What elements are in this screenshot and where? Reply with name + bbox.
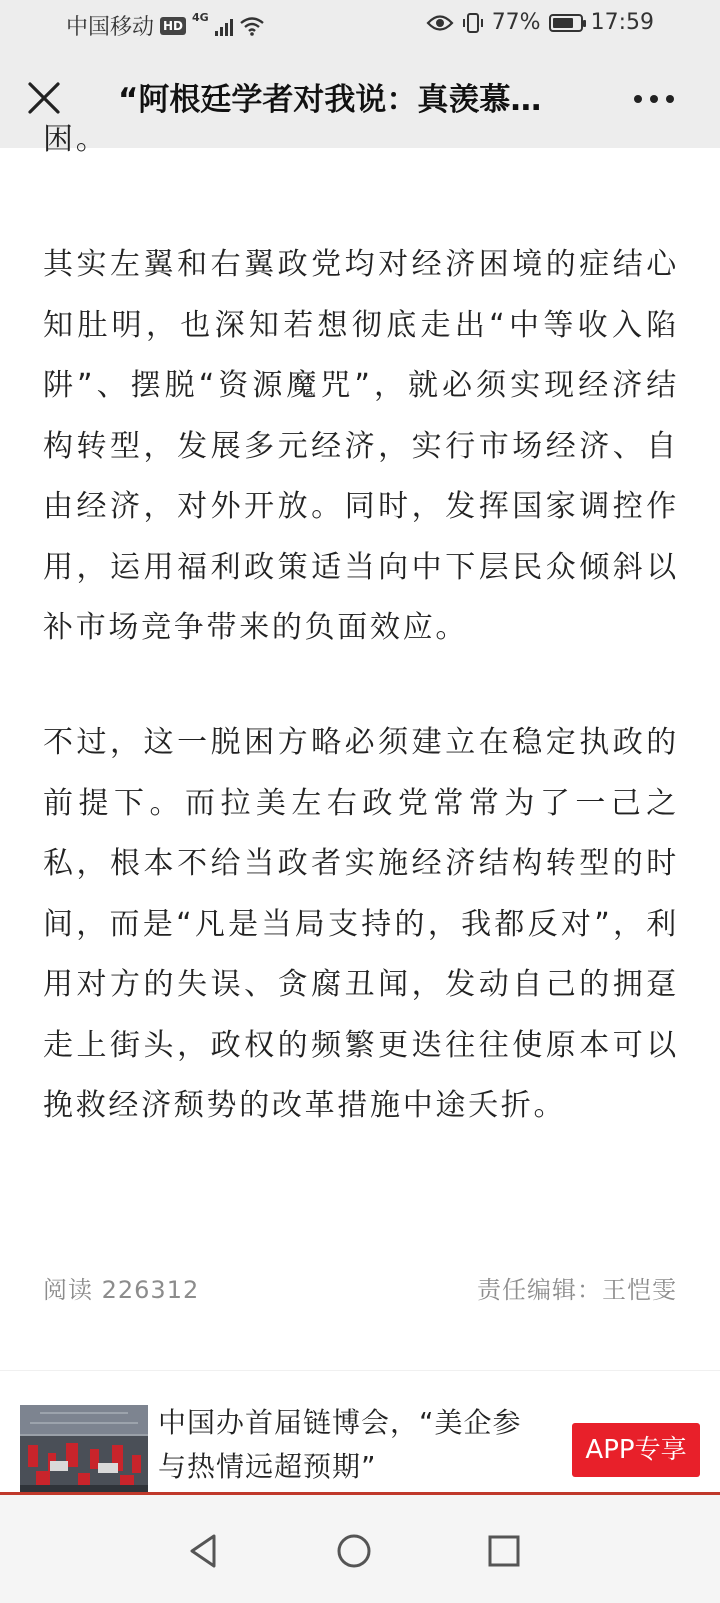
battery-icon xyxy=(549,14,583,32)
battery-percent: 77% xyxy=(491,10,541,35)
promo-banner[interactable] xyxy=(0,1370,720,1493)
vibrate-icon xyxy=(462,12,484,34)
carrier-label: 中国移动 xyxy=(66,15,155,40)
eye-icon xyxy=(426,14,454,32)
back-icon xyxy=(182,1529,226,1573)
promo-headline[interactable]: 中国办首届链博会，“美企参与热情远超预期” xyxy=(158,1406,522,1483)
article-paragraph-fragment: 困。 xyxy=(43,122,109,157)
status-left xyxy=(66,10,265,41)
app-exclusive-button[interactable]: APP专享 xyxy=(572,1423,700,1477)
hd-badge: HD xyxy=(160,17,186,35)
recents-icon xyxy=(482,1529,526,1573)
system-nav-bar xyxy=(0,1492,720,1603)
signal-icon xyxy=(215,16,233,36)
network-label: 4G xyxy=(192,11,209,24)
status-right xyxy=(426,10,654,35)
home-icon xyxy=(332,1529,376,1573)
home-button[interactable] xyxy=(332,1529,376,1573)
wifi-icon xyxy=(239,16,265,36)
promo-thumbnail[interactable] xyxy=(20,1405,148,1495)
battery-fill xyxy=(553,18,573,28)
read-count: 阅读 226312 xyxy=(43,1276,200,1304)
clock: 17:59 xyxy=(590,10,654,35)
back-button[interactable] xyxy=(182,1529,226,1573)
factory-image xyxy=(20,1405,148,1495)
article-paragraph: 其实左翼和右翼政党均对经济困境的症结心知肚明，也深知若想彻底走出“中等收入陷阱”、摆脱“资源魔咒”，就必须实现经济结构转型，发展多元经济，实行市场经济、自由经济，对外开放。同时，发挥国家调控作用，运用福利政策适当向中下层民众倾斜以补市场竞争带来的负面效应。 xyxy=(43,247,679,645)
article-paragraph: 不过，这一脱困方略必须建立在稳定执政的前提下。而拉美左右政党常常为了一己之私，根本不给当政者实施经济结构转型的时间，而是“凡是当局支持的，我都反对”，利用对方的失误、贪腐丑闻，发动自己的拥趸走上街头，政权的频繁更迭往往使原本可以挽救经济颓势的改革措施中途夭折。 xyxy=(43,725,679,1123)
editor-credit: 责任编辑：王恺雯 xyxy=(477,1276,677,1304)
article-body[interactable] xyxy=(0,122,720,1370)
page-title: “阿根廷学者对我说：真羡慕… xyxy=(118,82,542,118)
article-meta xyxy=(43,1270,677,1310)
recents-button[interactable] xyxy=(482,1529,526,1573)
status-bar xyxy=(0,0,720,48)
